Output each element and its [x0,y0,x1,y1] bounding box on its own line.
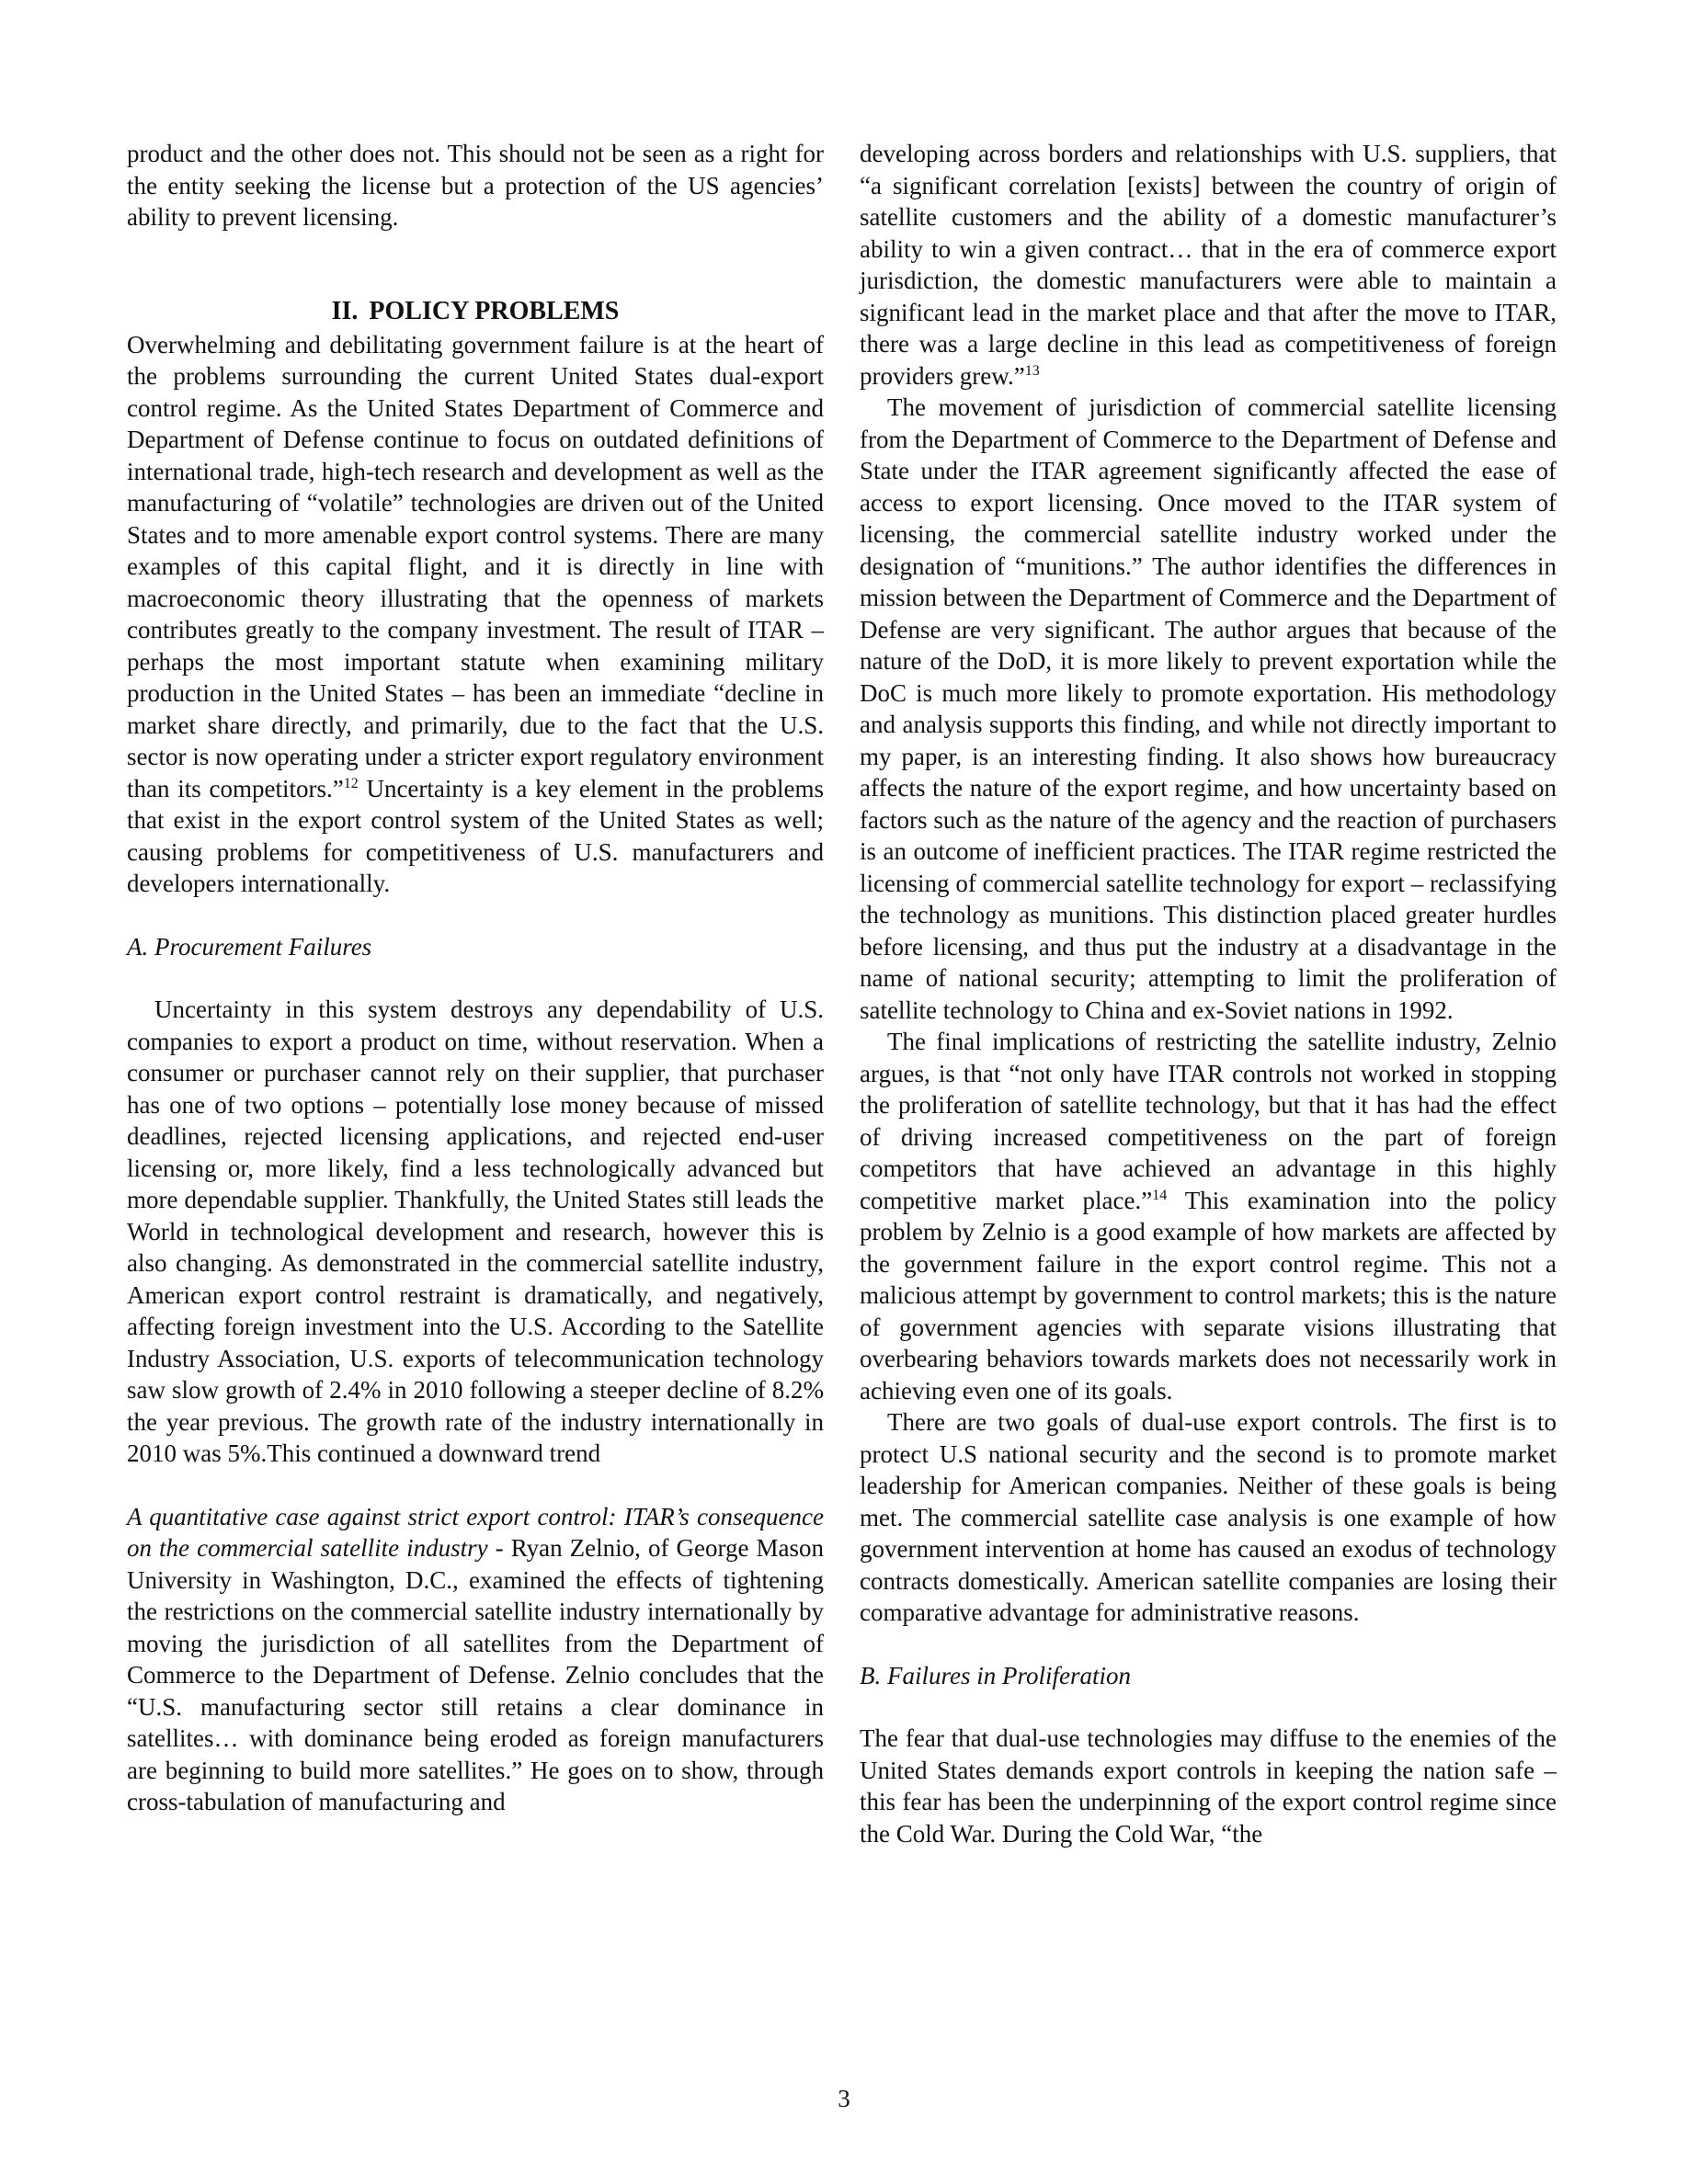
final-text-a: The final implications of restricting the satellite industry, Zelnio argues, is that “not only have ITAR controls not worked in stopping the proliferation of satellite technology, but that it has had the effect of driving increased competitiveness on the part of foreign competitors that have achieved an advantage in this highly competitive market place.” [860,1028,1557,1214]
final-implications-paragraph [860,1026,1557,1406]
section-title: POLICY PROBLEMS [369,296,620,325]
policy-problems-paragraph [127,329,824,900]
section-number: II. [331,296,359,325]
footnote-13: 13 [1024,362,1040,379]
subheading-proliferation-failures: B. Failures in Proliferation [860,1661,1131,1689]
jurisdiction-paragraph: The movement of jurisdiction of commercial satellite licensing from the Department of Commerce to the Department of Defense and State under the ITAR agreement significantly affected the ease of access to export licensing. Once moved to the ITAR system of licensing, the commercial satellite industry worked under the designation of “munitions.” The author identifies the differences in mission between the Department of Commerce and the Department of Defense are very significant. The author argues that because of the nature of the DoD, it is more likely to prevent exportation while the DoC is much more likely to promote exportation. His methodology and analysis supports this finding, and while not directly important to my paper, is an interesting finding. It also shows how bureaucracy affects the nature of the export regime, and how uncertainty based on factors such as the nature of the agency and the reaction of purchasers is an outcome of inefficient practices. The ITAR regime restricted the licensing of commercial satellite technology for export – reclassifying the technology as munitions. This distinction placed greater hurdles before licensing, and thus put the industry at a disadvantage in the name of national security; attempting to limit the proliferation of satellite technology to China and ex-Soviet nations in 1992. [860,393,1557,1024]
section-heading [127,296,824,327]
page-number: 3 [838,2085,850,2112]
fear-paragraph: The fear that dual-use technologies may diffuse to the enemies of the United States demands export controls in keeping the nation safe – this fear has been the underpinning of the export control regime since the Cold War. During the Cold War, “the [860,1724,1557,1848]
footnote-12: 12 [343,775,359,791]
source-text: - Ryan Zelnio, of George Mason University in Washington, D.C., examined the effects of tightening the restrictions on the commercial satellite industry internationally by moving the jurisdiction of all satellites from the Department of Commerce to the Department of Defense. Zelnio concludes that the “U.S. manufacturing sector still retains a clear dominance in satellites… with dominance being eroded as foreign manufacturers are beginning to build more satellites.” He goes on to show, through cross-tabulation of manufacturing and [127,1534,824,1815]
intro-paragraph: product and the other does not. This should not be seen as a right for the entity seeking the license but a protection of the US agencies’ ability to prevent licensing. [127,140,824,231]
left-column [127,138,824,1818]
procurement-paragraph: Uncertainty in this system destroys any dependability of U.S. companies to export a product on time, without reservation. When a consumer or purchaser cannot rely on their supplier, that purchaser has one of two options – potentially lose money because of missed deadlines, rejected licensing applications, and rejected end-user licensing or, more likely, find a less technologically advanced but more dependable supplier. Thankfully, the United States still leads the World in technological development and research, however this is also changing. As demonstrated in the commercial satellite industry, American export control restraint is dramatically, and negatively, affecting foreign investment into the U.S. According to the Satellite Industry Association, U.S. exports of telecommunication technology saw slow growth of 2.4% in 2010 following a steeper decline of 8.2% the year previous. The growth rate of the industry internationally in 2010 was 5%.This continued a downward trend [127,995,824,1467]
source-title: A quantitative case against strict export control: ITAR’s consequence on the commercial satellite industry [127,1502,824,1562]
final-text-b: This examination into the policy problem by Zelnio is a good example of how markets are affected by the government failure in the export control regime. This not a malicious attempt by government to control markets; this is the nature of government agencies with separate visions illustrating that overbearing behaviors towards markets does not necessarily work in achieving even one of its goals. [860,1186,1557,1405]
continuation-paragraph [860,138,1557,392]
source-review-paragraph [127,1501,824,1818]
policy-text-a: Overwhelming and debilitating government failure is at the heart of the problems surrounding the current United States dual-export control regime. As the United States Department of Commerce and Department of Defense continue to focus on outdated definitions of international trade, high-tech research and development as well as the manufacturing of “volatile” technologies are driven out of the United States and to more amenable export control systems. There are many examples of this capital flight, and it is directly in line with macroeconomic theory illustrating that the openness of markets contributes greatly to the company investment. The result of ITAR – perhaps the most important statute when examining military production in the United States – has been an immediate “decline in market share directly, and primarily, due to the fact that the U.S. sector is now operating under a stricter export regulatory environment than its competitors.” [127,330,824,802]
footnote-14: 14 [1152,1187,1168,1203]
policy-text-b: Uncertainty is a key element in the problems that exist in the export control system of the United States as well; causing problems for competitiveness of U.S. manufacturers and developers internationally. [127,774,825,897]
goals-paragraph: There are two goals of dual-use export controls. The first is to protect U.S national security and the second is to promote market leadership for American companies. Neither of these goals is being met. The commercial satellite case analysis is one example of how government intervention at home has caused an exodus of technology contracts domestically. American satellite companies are losing their comparative advantage for administrative reasons. [860,1408,1557,1626]
continuation-text: developing across borders and relationships with U.S. suppliers, that “a significant correlation [exists] between the country of origin of satellite customers and the ability of a domestic manufacturer’s ability to win a given contract… that in the era of commerce export jurisdiction, the domestic manufacturers were able to maintain a significant lead in the market place and that after the move to ITAR, there was a large decline in this lead as competitiveness of foreign providers grew.” [860,140,1557,390]
subheading-procurement-failures: A. Procurement Failures [127,932,372,961]
right-column [860,138,1557,1849]
